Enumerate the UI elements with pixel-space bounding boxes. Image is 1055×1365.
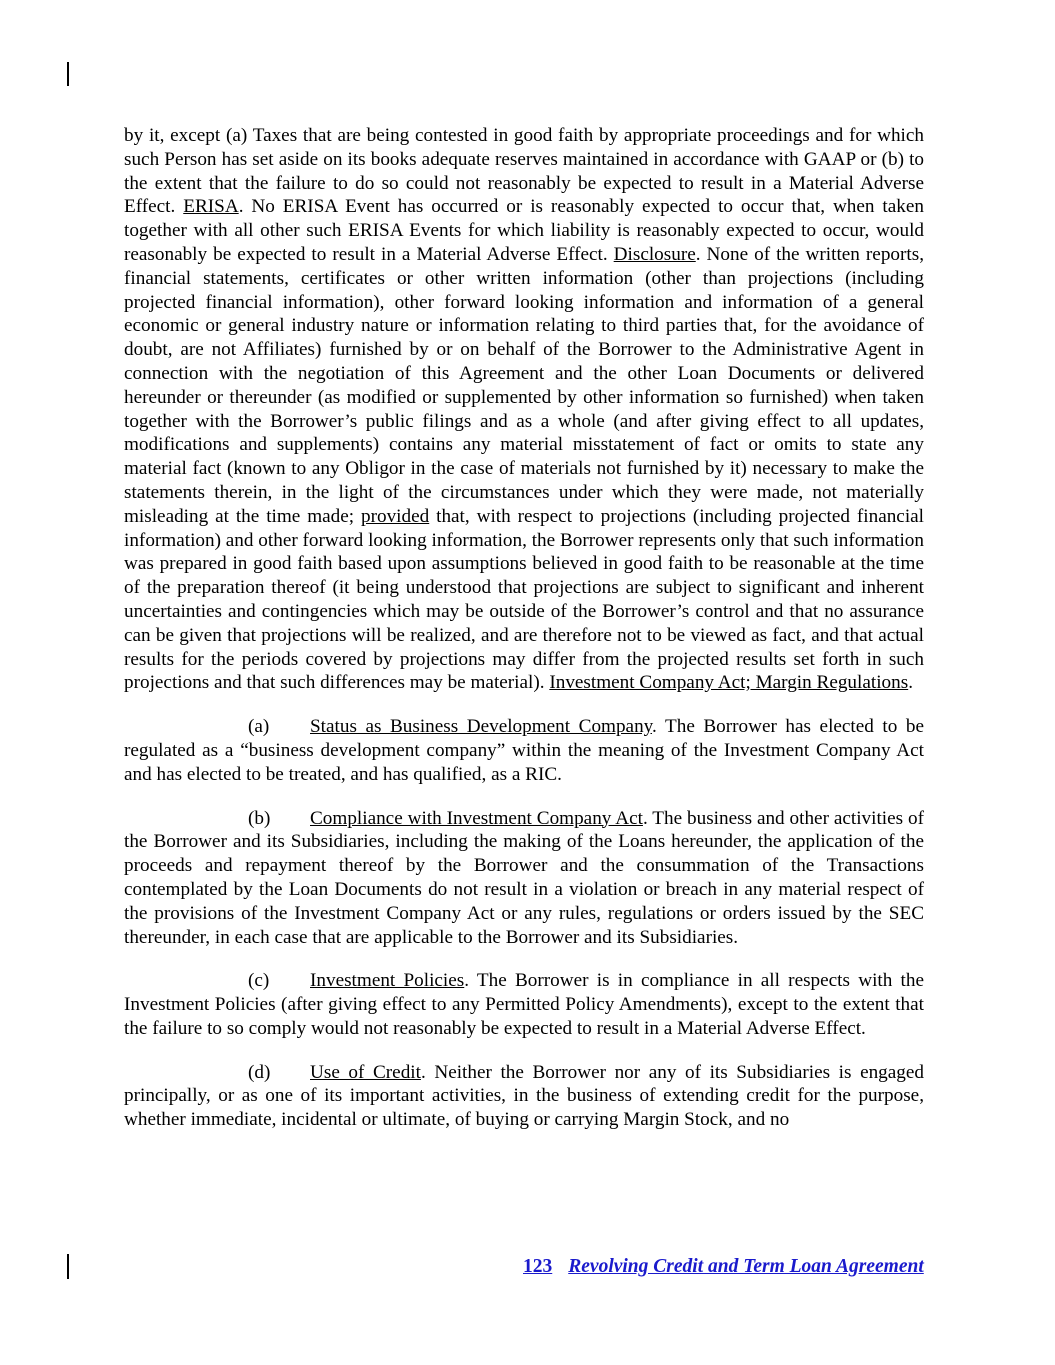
intro-text-4: that, with respect to projections (including projected financial information) and other forward looking information, the Borrower represents only that such information was prepared in good faith based upon assumptions believed in good faith to be reasonable at the time of the preparation thereof (it being understood that projections are subject to significant and inherent uncertainties and contingencies which may be outside of the Borrower’s control and that no assurance can be given that projections will be realized, and are therefore not to be viewed as fact, and that actual results for the periods covered by projections may differ from the projected results set forth in such projections and that such differences may be material). (124, 505, 925, 694)
page-number-link[interactable]: 123 (523, 1256, 553, 1277)
subsection-heading: Investment Policies (310, 970, 465, 992)
subsection-text: . The Borrower has elected to be regulated as a “business development company” within the meaning of the Investment Company Act and has elected to be treated, and has qualified, as a RIC. (124, 716, 924, 785)
document-title-link[interactable]: Revolving Credit and Term Loan Agreement (568, 1256, 924, 1277)
heading-investment-company-act: Investment Company Act; Margin Regulations (549, 672, 909, 694)
subsection-label: (d) (248, 1061, 271, 1083)
heading-disclosure: Disclosure (613, 243, 696, 265)
page-footer (523, 1256, 924, 1278)
change-bar-top (67, 62, 69, 86)
subsection-label: (c) (248, 970, 270, 992)
subsection-heading: Status as Business Development Company (310, 716, 653, 738)
intro-text-5: . (908, 672, 913, 694)
subsection-d (124, 1061, 924, 1132)
intro-text-1: by it, except (a) Taxes that are being contested in good faith by appropriate proceedings and for which such Person has set aside on its books adequate reserves maintained in accordance with GAAP or (b) to the extent that the failure to do so could not reasonably be expected to result in a Material Adverse Effect. (124, 125, 924, 218)
subsection-b (124, 807, 924, 950)
subsection-text: . The business and other activities of the Borrower and its Subsidiaries, including the making of the Loans hereunder, the application of the proceeds and repayment thereof by the Borrower and the consummation of the Transactions contemplated by the Loan Documents do not result in a violation or breach in any material respect of the provisions of the Investment Company Act or any rules, regulations or orders issued by the SEC thereunder, in each case that are applicable to the Borrower and its Subsidiaries. (124, 807, 925, 948)
heading-erisa: ERISA (183, 196, 239, 218)
subsection-heading: Use of Credit (310, 1061, 421, 1083)
subsection-label: (a) (248, 716, 270, 738)
intro-paragraph (124, 124, 924, 695)
document-page (124, 124, 924, 1132)
subsection-text: . The Borrower is in compliance in all respects with the Investment Policies (after giving effect to any Permitted Policy Amendments), except to the extent that the failure to so comply would not reasonably be expected to result in a Material Adverse Effect. (124, 970, 924, 1039)
term-provided: provided (361, 505, 430, 527)
subsection-heading: Compliance with Investment Company Act (310, 807, 643, 829)
intro-text-2: . No ERISA Event has occurred or is reasonably expected to occur that, when taken together with all other such ERISA Events for which liability is reasonably expected to occur, would reasonably be expected to result in a Material Adverse Effect. (124, 196, 924, 265)
subsection-c (124, 969, 924, 1040)
intro-text-3: . None of the written reports, financial statements, certificates or other written information (other than projections (including projected financial information), other forward looking information and information of a general economic or general industry nature or information relating to third parties that, for the avoidance of doubt, are not Affiliates) furnished by or on behalf of the Borrower to the Administrative Agent in connection with the negotiation of this Agreement and the other Loan Documents or delivered hereunder or thereunder (as modified or supplemented by other information so furnished) when taken together with the Borrower’s public filings and as a whole (and after giving effect to all updates, modifications and supplements) contains any material misstatement of fact or omits to state any material fact (known to any Obligor in the case of materials not furnished by it) necessary to make the statements therein, in the light of the circumstances under which they were made, not materially misleading at the time made; (124, 243, 924, 527)
subsection-a (124, 715, 924, 786)
change-bar-bottom (67, 1254, 69, 1279)
subsection-text: . Neither the Borrower nor any of its Subsidiaries is engaged principally, or as one of its important activities, in the business of extending credit for the purpose, whether immediate, incidental or ultimate, of buying or carrying Margin Stock, and no (124, 1061, 924, 1131)
subsection-label: (b) (248, 807, 271, 829)
